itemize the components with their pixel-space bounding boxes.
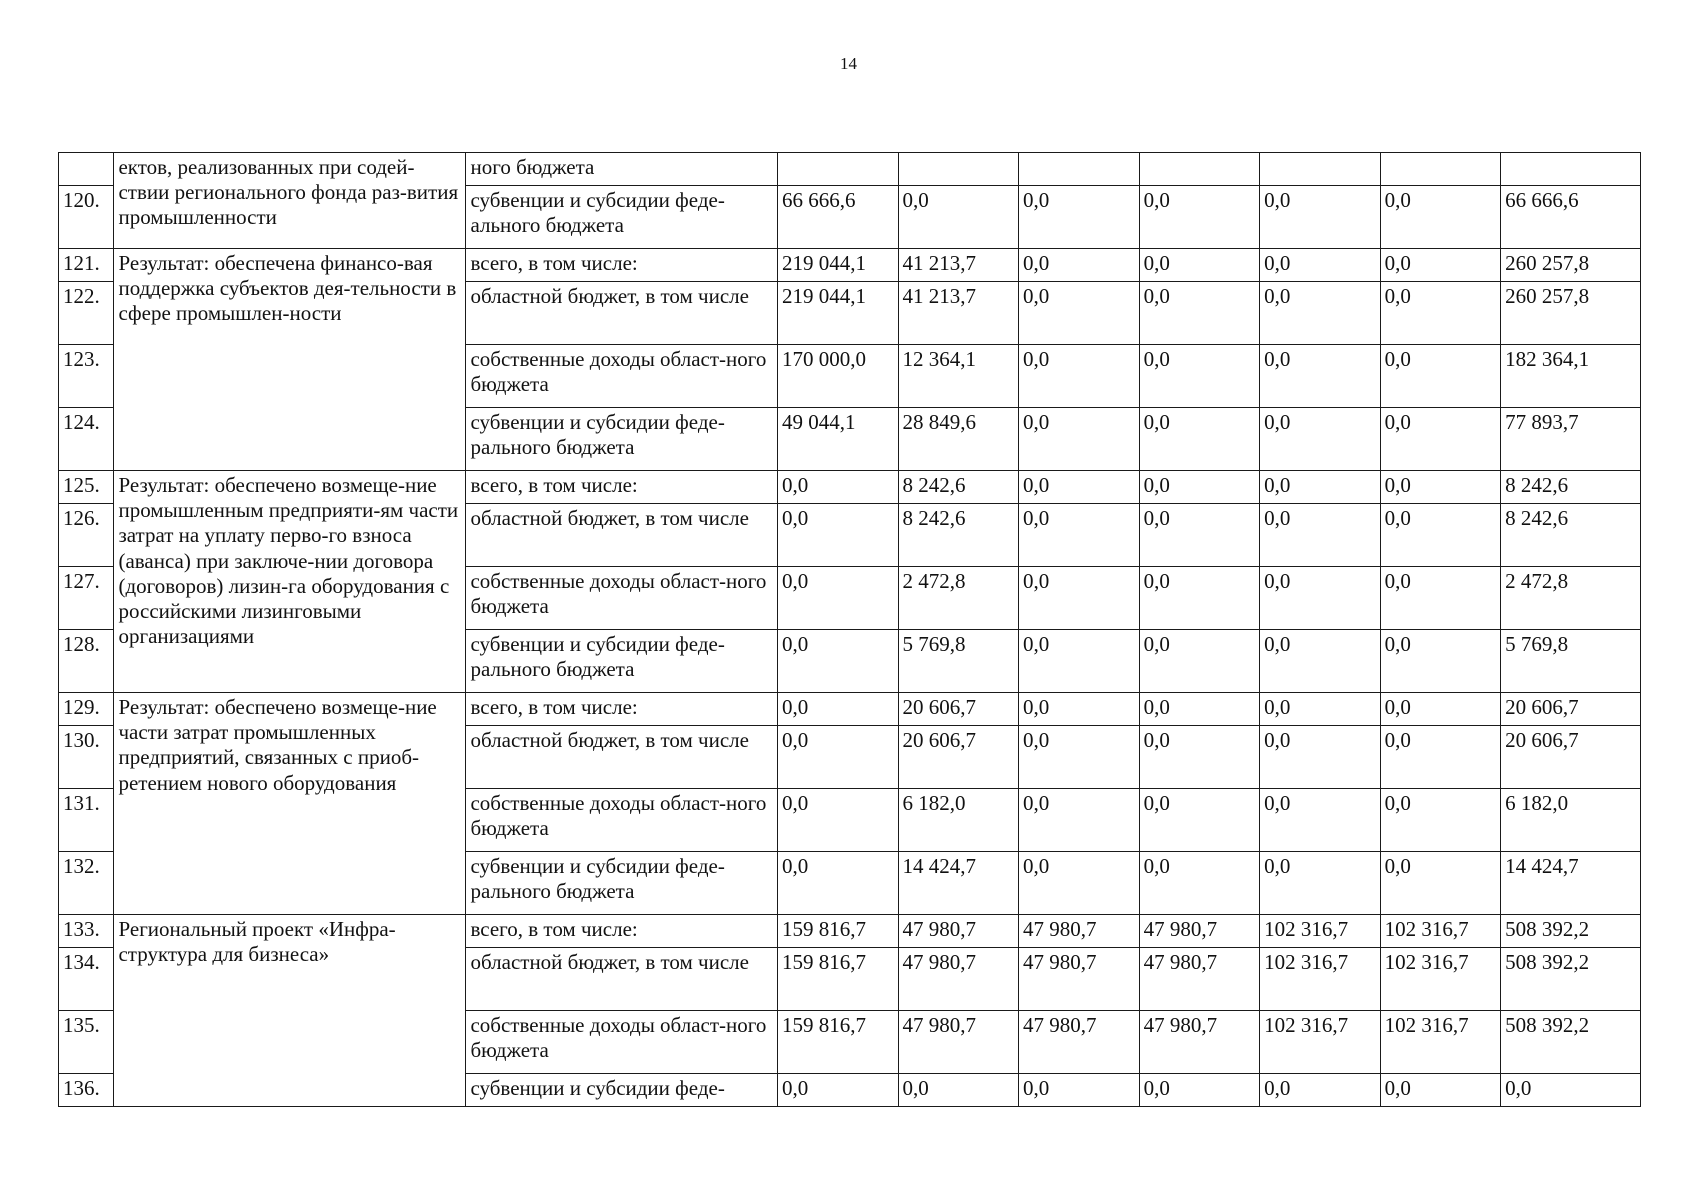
amount-cell: 0,0 (1019, 408, 1140, 471)
amount-cell: 102 316,7 (1380, 948, 1501, 1011)
amount-cell: 0,0 (1139, 282, 1260, 345)
result-description-cell: Результат: обеспечено возмеще-ние промышленным предприяти-ям части затрат на уплату перво-го взноса (аванса) при заключе-нии договора (договоров) лизин-га оборудования с российскими лизинговыми организациями (114, 471, 466, 693)
amount-cell: 0,0 (1139, 408, 1260, 471)
row-number-cell: 128. (59, 630, 114, 693)
amount-cell: 0,0 (1019, 1074, 1140, 1107)
amount-cell: 0,0 (1260, 471, 1381, 504)
amount-cell: 0,0 (1139, 630, 1260, 693)
row-number-cell: 131. (59, 789, 114, 852)
amount-cell: 0,0 (1260, 186, 1381, 249)
funding-source-cell: ного бюджета (466, 153, 777, 186)
amount-cell: 0,0 (1019, 471, 1140, 504)
amount-cell: 0,0 (1260, 504, 1381, 567)
amount-cell: 41 213,7 (898, 249, 1019, 282)
amount-cell: 0,0 (1260, 567, 1381, 630)
amount-cell: 0,0 (1380, 186, 1501, 249)
amount-cell: 0,0 (1019, 852, 1140, 915)
row-number-cell: 135. (59, 1011, 114, 1074)
total-value-cell: 0,0 (1501, 1074, 1641, 1107)
result-description-cell: ектов, реализованных при содей-ствии регионального фонда раз-вития промышленности (114, 153, 466, 249)
amount-cell: 47 980,7 (1019, 1011, 1140, 1074)
amount-cell: 159 816,7 (777, 948, 898, 1011)
amount-cell: 0,0 (1380, 345, 1501, 408)
total-value-cell: 508 392,2 (1501, 948, 1641, 1011)
funding-source-cell: областной бюджет, в том числе (466, 726, 777, 789)
amount-cell: 0,0 (1139, 249, 1260, 282)
total-value-cell: 8 242,6 (1501, 504, 1641, 567)
funding-source-cell: субвенции и субсидии феде- (466, 1074, 777, 1107)
amount-cell: 0,0 (1139, 789, 1260, 852)
total-value-cell: 260 257,8 (1501, 282, 1641, 345)
total-value-cell: 66 666,6 (1501, 186, 1641, 249)
amount-cell: 219 044,1 (777, 249, 898, 282)
amount-cell: 47 980,7 (1019, 915, 1140, 948)
amount-cell: 41 213,7 (898, 282, 1019, 345)
row-number-cell: 129. (59, 693, 114, 726)
amount-cell: 0,0 (1380, 789, 1501, 852)
amount-cell (1260, 153, 1381, 186)
funding-source-cell: всего, в том числе: (466, 249, 777, 282)
amount-cell: 0,0 (1139, 1074, 1260, 1107)
amount-cell: 0,0 (1139, 567, 1260, 630)
funding-source-cell: областной бюджет, в том числе (466, 504, 777, 567)
row-number-cell: 133. (59, 915, 114, 948)
amount-cell: 47 980,7 (1139, 1011, 1260, 1074)
amount-cell: 0,0 (1380, 852, 1501, 915)
row-number-cell: 121. (59, 249, 114, 282)
amount-cell: 0,0 (1019, 345, 1140, 408)
amount-cell: 0,0 (777, 567, 898, 630)
amount-cell: 0,0 (1139, 345, 1260, 408)
funding-source-cell: собственные доходы област-ного бюджета (466, 567, 777, 630)
amount-cell: 47 980,7 (898, 948, 1019, 1011)
amount-cell: 0,0 (777, 504, 898, 567)
amount-cell (777, 153, 898, 186)
budget-table (58, 152, 1641, 1107)
funding-source-cell: субвенции и субсидии феде-ального бюджета (466, 186, 777, 249)
amount-cell: 0,0 (1019, 249, 1140, 282)
amount-cell: 47 980,7 (1139, 948, 1260, 1011)
amount-cell: 0,0 (777, 789, 898, 852)
total-value-cell: 20 606,7 (1501, 726, 1641, 789)
amount-cell: 0,0 (1260, 630, 1381, 693)
row-number-cell: 132. (59, 852, 114, 915)
amount-cell: 0,0 (1139, 471, 1260, 504)
amount-cell: 0,0 (1380, 726, 1501, 789)
amount-cell: 47 980,7 (1139, 915, 1260, 948)
total-value-cell: 8 242,6 (1501, 471, 1641, 504)
row-number-cell: 136. (59, 1074, 114, 1107)
table-row (59, 471, 1641, 504)
amount-cell: 0,0 (1260, 852, 1381, 915)
amount-cell: 0,0 (1380, 693, 1501, 726)
total-value-cell: 14 424,7 (1501, 852, 1641, 915)
amount-cell: 102 316,7 (1260, 1011, 1381, 1074)
amount-cell: 159 816,7 (777, 915, 898, 948)
amount-cell: 0,0 (1019, 282, 1140, 345)
funding-source-cell: областной бюджет, в том числе (466, 948, 777, 1011)
result-description-cell: Результат: обеспечено возмеще-ние части затрат промышленных предприятий, связанных с приоб-ретением нового оборудования (114, 693, 466, 915)
amount-cell: 49 044,1 (777, 408, 898, 471)
amount-cell: 102 316,7 (1380, 915, 1501, 948)
amount-cell: 0,0 (777, 1074, 898, 1107)
page-number: 14 (840, 54, 857, 73)
total-value-cell: 20 606,7 (1501, 693, 1641, 726)
row-number-cell (59, 153, 114, 186)
amount-cell (1380, 153, 1501, 186)
total-value-cell: 2 472,8 (1501, 567, 1641, 630)
total-value-cell: 6 182,0 (1501, 789, 1641, 852)
amount-cell: 0,0 (1380, 1074, 1501, 1107)
amount-cell: 28 849,6 (898, 408, 1019, 471)
amount-cell: 0,0 (1260, 1074, 1381, 1107)
amount-cell: 0,0 (1380, 249, 1501, 282)
total-value-cell: 508 392,2 (1501, 1011, 1641, 1074)
amount-cell: 0,0 (1380, 567, 1501, 630)
amount-cell: 170 000,0 (777, 345, 898, 408)
amount-cell: 66 666,6 (777, 186, 898, 249)
total-value-cell: 77 893,7 (1501, 408, 1641, 471)
amount-cell: 0,0 (1139, 726, 1260, 789)
amount-cell: 20 606,7 (898, 726, 1019, 789)
amount-cell (1139, 153, 1260, 186)
funding-source-cell: субвенции и субсидии феде-рального бюджета (466, 408, 777, 471)
row-number-cell: 134. (59, 948, 114, 1011)
amount-cell: 0,0 (777, 693, 898, 726)
funding-source-cell: областной бюджет, в том числе (466, 282, 777, 345)
amount-cell: 0,0 (1019, 693, 1140, 726)
result-description-cell: Результат: обеспечена финансо-вая поддержка субъектов дея-тельности в сфере промышлен-ности (114, 249, 466, 471)
amount-cell: 6 182,0 (898, 789, 1019, 852)
total-value-cell (1501, 153, 1641, 186)
amount-cell: 0,0 (1019, 567, 1140, 630)
amount-cell: 12 364,1 (898, 345, 1019, 408)
amount-cell: 47 980,7 (1019, 948, 1140, 1011)
amount-cell: 0,0 (1260, 726, 1381, 789)
amount-cell: 0,0 (1019, 186, 1140, 249)
row-number-cell: 120. (59, 186, 114, 249)
funding-source-cell: всего, в том числе: (466, 693, 777, 726)
amount-cell (898, 153, 1019, 186)
amount-cell: 14 424,7 (898, 852, 1019, 915)
result-description-cell: Региональный проект «Инфра-структура для бизнеса» (114, 915, 466, 1107)
amount-cell: 219 044,1 (777, 282, 898, 345)
amount-cell: 0,0 (1260, 249, 1381, 282)
amount-cell: 0,0 (1019, 789, 1140, 852)
amount-cell: 102 316,7 (1260, 948, 1381, 1011)
total-value-cell: 260 257,8 (1501, 249, 1641, 282)
amount-cell: 0,0 (898, 1074, 1019, 1107)
amount-cell: 0,0 (1260, 282, 1381, 345)
row-number-cell: 124. (59, 408, 114, 471)
amount-cell: 0,0 (1380, 408, 1501, 471)
amount-cell: 20 606,7 (898, 693, 1019, 726)
row-number-cell: 123. (59, 345, 114, 408)
amount-cell (1019, 153, 1140, 186)
amount-cell: 0,0 (1260, 693, 1381, 726)
amount-cell: 8 242,6 (898, 471, 1019, 504)
amount-cell: 0,0 (1139, 693, 1260, 726)
table-row (59, 153, 1641, 186)
amount-cell: 0,0 (1139, 504, 1260, 567)
amount-cell: 0,0 (1260, 345, 1381, 408)
amount-cell: 0,0 (1019, 504, 1140, 567)
amount-cell: 8 242,6 (898, 504, 1019, 567)
funding-source-cell: собственные доходы област-ного бюджета (466, 789, 777, 852)
amount-cell: 0,0 (777, 852, 898, 915)
row-number-cell: 130. (59, 726, 114, 789)
amount-cell: 0,0 (777, 726, 898, 789)
funding-source-cell: субвенции и субсидии феде-рального бюджета (466, 852, 777, 915)
amount-cell: 0,0 (1139, 852, 1260, 915)
funding-source-cell: собственные доходы област-ного бюджета (466, 1011, 777, 1074)
amount-cell: 5 769,8 (898, 630, 1019, 693)
amount-cell: 0,0 (1260, 408, 1381, 471)
amount-cell: 0,0 (898, 186, 1019, 249)
amount-cell: 0,0 (1260, 789, 1381, 852)
amount-cell: 47 980,7 (898, 1011, 1019, 1074)
funding-source-cell: субвенции и субсидии феде-рального бюджета (466, 630, 777, 693)
funding-source-cell: собственные доходы област-ного бюджета (466, 345, 777, 408)
amount-cell: 47 980,7 (898, 915, 1019, 948)
table-row (59, 915, 1641, 948)
total-value-cell: 5 769,8 (1501, 630, 1641, 693)
row-number-cell: 126. (59, 504, 114, 567)
amount-cell: 0,0 (1380, 630, 1501, 693)
row-number-cell: 125. (59, 471, 114, 504)
amount-cell: 2 472,8 (898, 567, 1019, 630)
amount-cell: 0,0 (1380, 471, 1501, 504)
amount-cell: 0,0 (1139, 186, 1260, 249)
funding-source-cell: всего, в том числе: (466, 915, 777, 948)
table-row (59, 249, 1641, 282)
amount-cell: 0,0 (1380, 282, 1501, 345)
amount-cell: 159 816,7 (777, 1011, 898, 1074)
table-row (59, 693, 1641, 726)
row-number-cell: 122. (59, 282, 114, 345)
amount-cell: 102 316,7 (1260, 915, 1381, 948)
amount-cell: 102 316,7 (1380, 1011, 1501, 1074)
total-value-cell: 182 364,1 (1501, 345, 1641, 408)
total-value-cell: 508 392,2 (1501, 915, 1641, 948)
funding-source-cell: всего, в том числе: (466, 471, 777, 504)
amount-cell: 0,0 (777, 471, 898, 504)
amount-cell: 0,0 (1380, 504, 1501, 567)
amount-cell: 0,0 (1019, 726, 1140, 789)
row-number-cell: 127. (59, 567, 114, 630)
amount-cell: 0,0 (777, 630, 898, 693)
amount-cell: 0,0 (1019, 630, 1140, 693)
